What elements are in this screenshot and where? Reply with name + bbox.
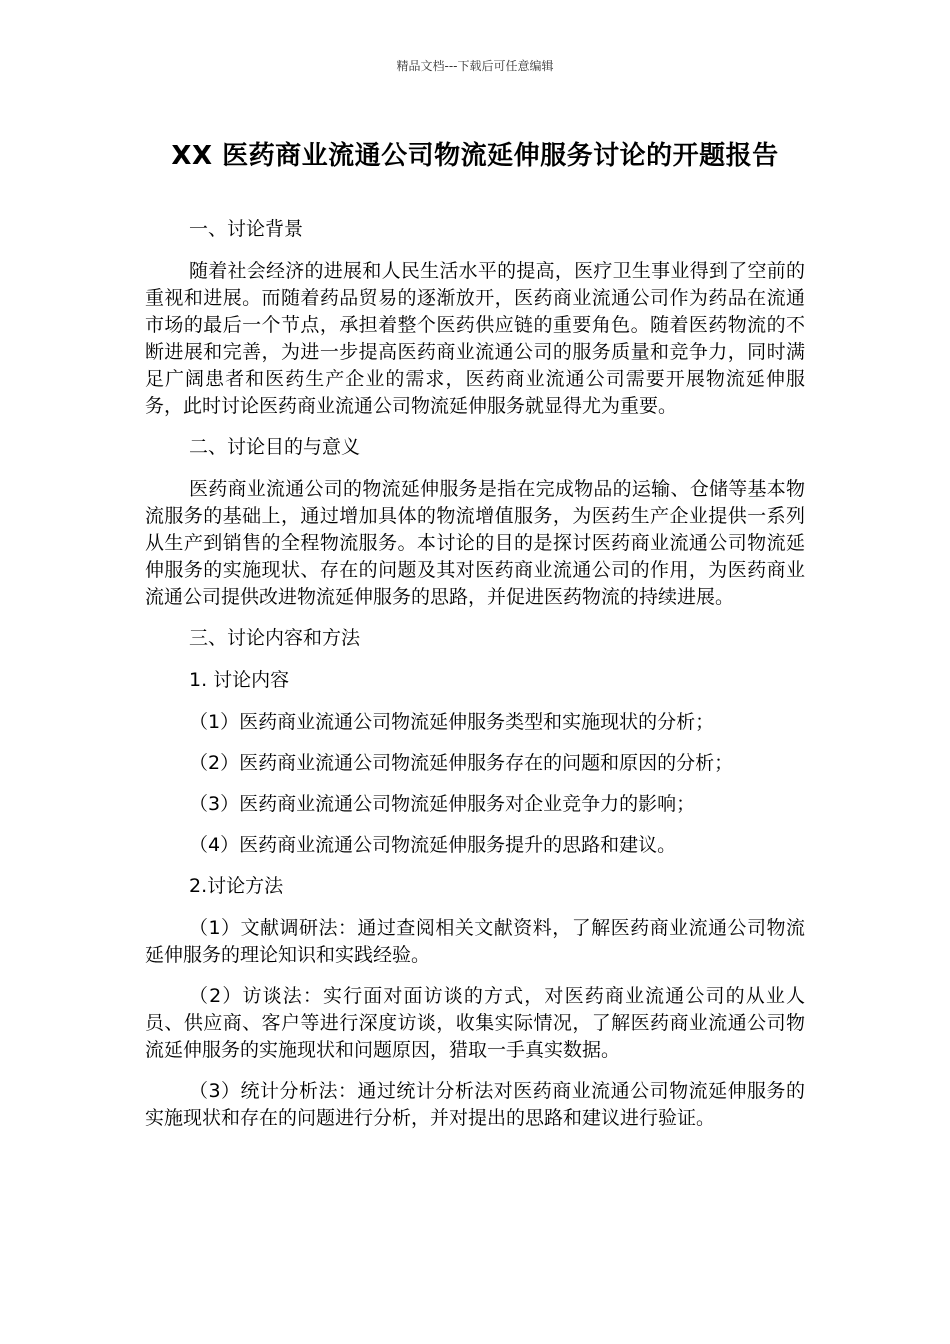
header-note: 精品文档---下载后可任意编辑 xyxy=(396,59,554,73)
content-item: （2）医药商业流通公司物流延伸服务存在的问题和原因的分析； xyxy=(189,752,734,774)
subheading-content: 1. 讨论内容 xyxy=(189,669,290,691)
paragraph-background: 随着社会经济的进展和人民生活水平的提高，医疗卫生事业得到了空前的重视和进展。而随着药品贸易的逐渐放开，医药商业流通公司作为药品在流通市场的最后一个节点，承担着整个医药供应链的重要角色。随着医药物流的不断进展和完善，为进一步提高医药商业流通公司的服务质量和竞争力，同时满足广阔患者和医药生产企业的需求，医药商业流通公司需要开展物流延伸服务，此时讨论医药商业流通公司物流延伸服务就显得尤为重要。 xyxy=(145,260,805,417)
content-item: （1）医药商业流通公司物流延伸服务类型和实施现状的分析； xyxy=(189,711,715,733)
document-title: XX 医药商业流通公司物流延伸服务讨论的开题报告 xyxy=(171,141,779,171)
paragraph-purpose: 医药商业流通公司的物流延伸服务是指在完成物品的运输、仓储等基本物流服务的基础上，通过增加具体的物流增值服务，为医药生产企业提供一系列从生产到销售的全程物流服务。本讨论的目的是探讨医药商业流通公司物流延伸服务的实施现状、存在的问题及其对医药商业流通公司的作用，为医药商业流通公司提供改进物流延伸服务的思路，并促进医药物流的持续进展。 xyxy=(145,478,805,608)
section-heading-background: 一、讨论背景 xyxy=(189,218,304,240)
method-item: （1）文献调研法：通过查阅相关文献资料，了解医药商业流通公司物流延伸服务的理论知识和实践经验。 xyxy=(145,917,805,966)
section-heading-content-method: 三、讨论内容和方法 xyxy=(189,627,361,649)
section-heading-purpose: 二、讨论目的与意义 xyxy=(189,436,361,458)
content-item: （4）医药商业流通公司物流延伸服务提升的思路和建议。 xyxy=(189,834,677,856)
document-body xyxy=(145,216,805,1146)
subheading-method: 2.讨论方法 xyxy=(189,875,284,897)
content-item: （3）医药商业流通公司物流延伸服务对企业竞争力的影响； xyxy=(189,793,696,815)
method-item: （2）访谈法：实行面对面访谈的方式，对医药商业流通公司的从业人员、供应商、客户等进行深度访谈，收集实际情况，了解医药商业流通公司物流延伸服务的实施现状和问题原因，猎取一手真实数据。 xyxy=(145,985,805,1061)
method-item: （3）统计分析法：通过统计分析法对医药商业流通公司物流延伸服务的实施现状和存在的问题进行分析，并对提出的思路和建议进行验证。 xyxy=(145,1080,805,1129)
